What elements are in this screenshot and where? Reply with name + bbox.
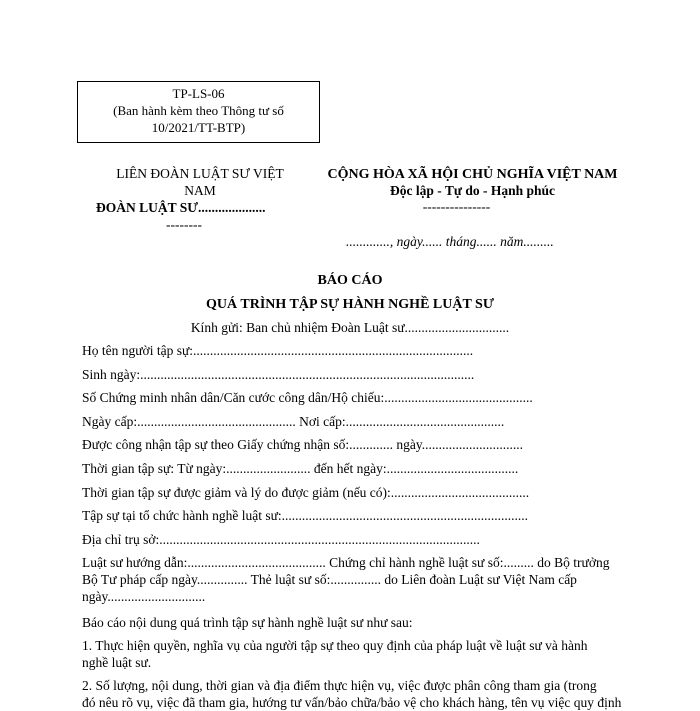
form-code-box bbox=[77, 81, 320, 143]
report-item-2-line1: 2. Số lượng, nội dung, thời gian và địa điểm thực hiện vụ, việc được phân công tham gia (trong bbox=[82, 678, 597, 693]
date-line: ............., ngày...... tháng...... năm......... bbox=[346, 234, 554, 249]
recipient-line: Kính gửi: Ban chủ nhiệm Đoàn Luật sư............................... bbox=[190, 320, 510, 335]
field-date-of-birth: Sinh ngày:................................................................................................... bbox=[82, 366, 475, 382]
document-subtitle: QUÁ TRÌNH TẬP SỰ HÀNH NGHỀ LUẬT SƯ bbox=[206, 297, 494, 312]
field-supervising-lawyer: Luật sư hướng dẫn:......................................... Chứng chỉ hành nghề luật sư số:......... do Bộ trưởng bbox=[82, 555, 610, 571]
org-name-line2: NAM bbox=[184, 183, 216, 198]
org-name-line1: LIÊN ĐOÀN LUẬT SƯ VIỆT bbox=[116, 166, 284, 181]
field-training-period: Thời gian tập sự: Từ ngày:......................... đến hết ngày:....................................... bbox=[82, 460, 519, 476]
form-circular-number: 10/2021/TT-BTP) bbox=[151, 120, 246, 135]
field-office-address: Địa chỉ trụ sở:............................................................................................... bbox=[82, 531, 480, 547]
report-item-1-line1: 1. Thực hiện quyền, nghĩa vụ của người tập sự theo quy định của pháp luật về luật sư và hành bbox=[82, 638, 588, 653]
report-item-1 bbox=[82, 637, 617, 671]
field-practice-org: Tập sự tại tổ chức hành nghề luật sư:......................................................................... bbox=[82, 508, 529, 524]
bar-association-unit: ĐOÀN LUẬT SƯ.................... bbox=[96, 200, 266, 215]
national-title: CỘNG HÒA XÃ HỘI CHỦ NGHĨA VIỆT NAM bbox=[327, 167, 618, 182]
motto-dashes: --------------- bbox=[422, 199, 491, 214]
field-issue-date-place: Ngày cấp:............................................... Nơi cấp:............................................... bbox=[82, 413, 505, 429]
field-reduced-period: Thời gian tập sự được giảm và lý do được giảm (nếu có):......................................... bbox=[82, 484, 530, 500]
report-fields bbox=[82, 343, 617, 606]
report-intro: Báo cáo nội dung quá trình tập sự hành nghề luật sư như sau: bbox=[82, 615, 413, 630]
form-issuance-note: (Ban hành kèm theo Thông tư số bbox=[113, 103, 284, 118]
field-supervisor-cont-line2: ngày............................. bbox=[82, 589, 206, 605]
field-trainee-name: Họ tên người tập sự:................................................................................... bbox=[82, 343, 474, 358]
national-motto: Độc lập - Tự do - Hạnh phúc bbox=[389, 183, 556, 198]
field-supervisor-cont-line1: Bộ Tư pháp cấp ngày............... Thẻ luật sư số:............... do Liên đoàn Luật sư Việt Nam cấp bbox=[82, 572, 577, 588]
document-title: BÁO CÁO bbox=[317, 273, 383, 288]
field-certificate: Được công nhận tập sự theo Giấy chứng nhận số:............. ngày.............................. bbox=[82, 437, 524, 453]
report-item-2-line2: đó nêu rõ vụ, việc đã tham gia, hướng tư vấn/bảo chữa/bảo vệ cho khách hàng, tên vụ việc quy định bbox=[82, 695, 622, 710]
report-item-2 bbox=[82, 677, 622, 711]
left-header-dashes: -------- bbox=[166, 217, 202, 232]
report-item-1-line2: nghề luật sư. bbox=[82, 655, 152, 670]
form-code: TP-LS-06 bbox=[172, 86, 225, 101]
field-id-number: Số Chứng minh nhân dân/Căn cước công dân/Hộ chiếu:............................................ bbox=[82, 390, 533, 406]
